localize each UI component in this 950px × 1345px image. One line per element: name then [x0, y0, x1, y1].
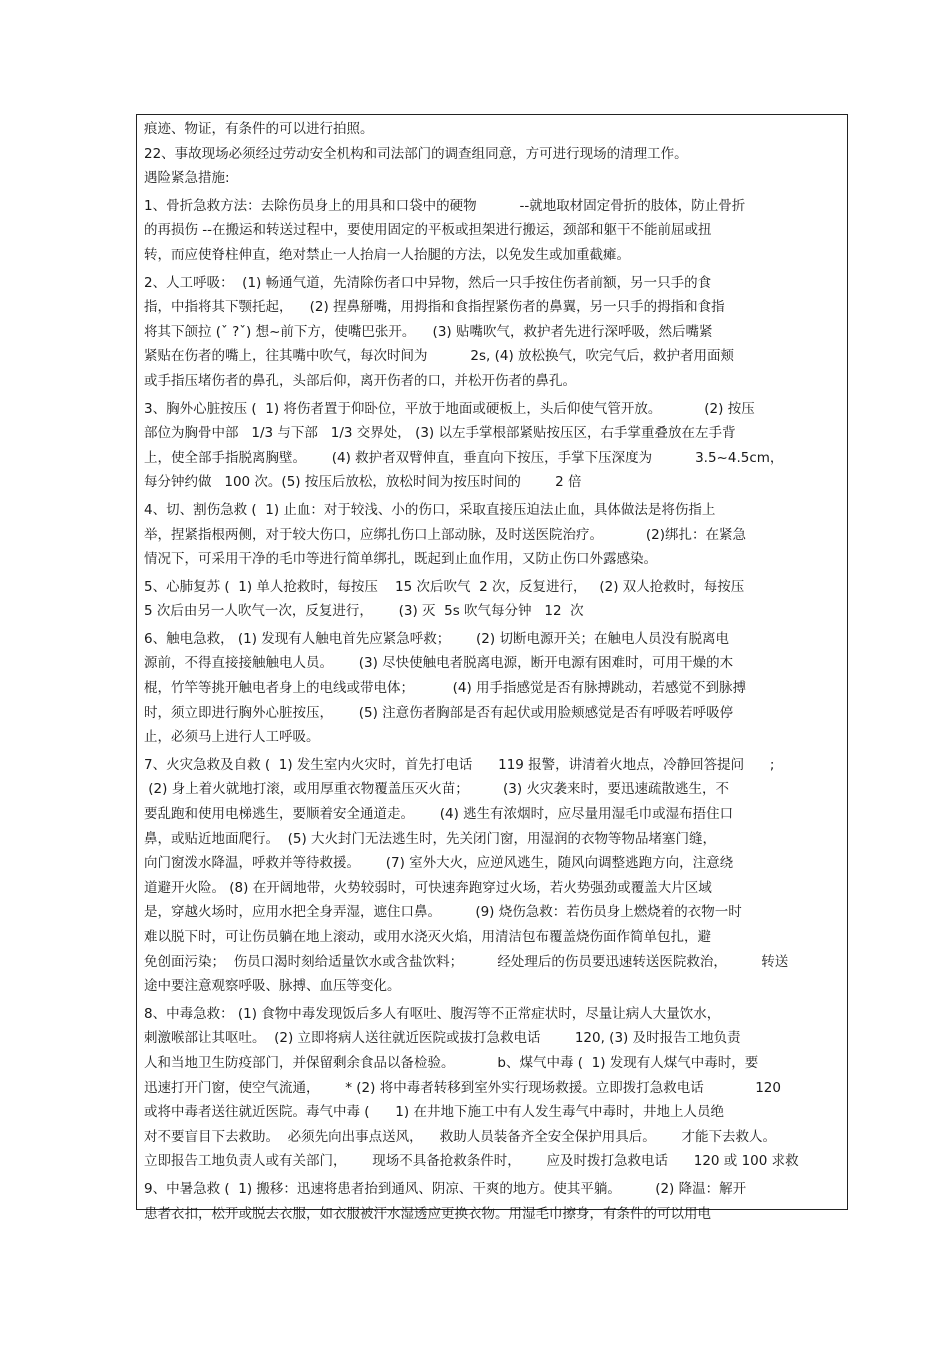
text-line: 要乱跑和使用电梯逃生，要顺着安全通道走。 (4) 逃生有浓烟时，应尽量用湿毛巾或湿布捂住口	[144, 806, 734, 823]
text-line: 迅速打开门窗，使空气流通， * (2) 将中毒者转移到室外实行现场救援。立即拨打急救电话 120	[144, 1079, 781, 1096]
text-line: 转，而应使脊柱伸直，绝对禁止一人抬肩一人抬腿的方法，以免发生或加重截瘫。	[144, 246, 630, 263]
document-body	[144, 117, 844, 1226]
text-line: 是，穿越火场时，应用水把全身弄湿，遮住口鼻。 (9) 烧伤急救：若伤员身上燃烧着的衣物一时	[144, 904, 742, 921]
text-line: 6、触电急救， (1) 发现有人触电首先应紧急呼救； (2) 切断电源开关；在触电人员没有脱离电	[144, 630, 729, 647]
text-line: 立即报告工地负责人或有关部门， 现场不具备抢救条件时， 应及时拨打急救电话 120 或 100 求救	[144, 1153, 799, 1170]
text-line: 部位为胸骨中部 1/3 与下部 1/3 交界处， (3) 以左手掌根部紧贴按压区，右手掌重叠放在左手背	[144, 425, 736, 442]
text-line: 或将中毒者送往就近医院。毒气中毒 ( 1) 在井地下施工中有人发生毒气中毒时，井地上人员绝	[144, 1104, 724, 1121]
text-line: 5、心肺复苏 ( 1) 单人抢救时，每按压 15 次后吹气 2 次，反复进行， (2) 双人抢救时，每按压	[144, 578, 745, 595]
text-line: 22、事故现场必须经过劳动安全机构和司法部门的调查组同意，方可进行现场的清理工作。	[144, 145, 688, 162]
text-line: 棍，竹竿等挑开触电者身上的电线或带电体； (4) 用手指感觉是否有脉搏跳动，若感觉不到脉搏	[144, 680, 747, 697]
text-line: 上，使全部手指脱离胸壁。 (4) 救护者双臂伸直，垂直向下按压，手掌下压深度为 3.5~4.5cm，	[144, 449, 784, 466]
text-line: 紧贴在伤者的嘴上，往其嘴中吹气，每次时间为 2s, (4) 放松换气，吹完气后，救护者用面颊	[144, 348, 735, 365]
text-line: 患者衣扣，松开或脱去衣服，如衣服被汗水湿透应更换衣物。用湿毛巾擦身，有条件的可以用电	[144, 1205, 711, 1222]
text-line: 举，捏紧指根两侧，对于较大伤口，应绑扎伤口上部动脉，及时送医院治疗。 (2)绑扎：在紧急	[144, 526, 747, 543]
text-line: 向门窗泼水降温，呼救并等待救援。 (7) 室外大火，应逆风逃生，随风向调整逃跑方向，注意绕	[144, 855, 734, 872]
text-line: 5 次后由另一人吹气一次，反复进行， (3) 灭 5s 吹气每分钟 12 次	[144, 603, 584, 620]
text-line: 止，必须马上进行人工呼吸。	[144, 729, 320, 746]
text-line: 源前，不得直接接触触电人员。 (3) 尽快使触电者脱离电源，断开电源有困难时，可用干燥的木	[144, 655, 734, 672]
text-line: 7、火灾急救及自救 ( 1) 发生室内火灾时，首先打电话 119 报警，讲清着火地点，冷静回答提问 ;	[144, 756, 775, 773]
text-line: 人和当地卫生防疫部门，并保留剩余食品以备检验。 b、煤气中毒 ( 1) 发现有人煤气中毒时，要	[144, 1054, 759, 1071]
text-line: 痕迹、物证，有条件的可以进行拍照。	[144, 121, 374, 137]
text-line: 1、骨折急救方法：去除伤员身上的用具和口袋中的硬物 --就地取材固定骨折的肢体，防止骨折	[144, 197, 746, 214]
text-line: 遇险紧急措施:	[144, 170, 230, 187]
text-line: (2) 身上着火就地打滚，或用厚重衣物覆盖压灭火苗； (3) 火灾袭来时，要迅速疏散逃生，不	[144, 781, 729, 798]
text-line: 4、切、割伤急救 ( 1) 止血：对于较浅、小的伤口，采取直接压迫法止血，具体做法是将伤指上	[144, 501, 716, 518]
text-line: 时，须立即进行胸外心脏按压， (5) 注意伤者胸部是否有起伏或用脸颊感觉是否有呼吸若呼吸停	[144, 704, 734, 721]
text-line: 情况下，可采用干净的毛巾等进行简单绑扎，既起到止血作用，又防止伤口外露感染。	[144, 551, 657, 568]
text-line: 或手指压堵伤者的鼻孔，头部后仰，离开伤者的口，并松开伤者的鼻孔。	[144, 372, 576, 389]
text-line: 途中要注意观察呼吸、脉搏、血压等变化。	[144, 978, 401, 995]
text-line: 8、中毒急救： (1) 食物中毒发现饭后多人有呕吐、腹泻等不正常症状时，尽量让病人大量饮水，	[144, 1005, 721, 1022]
text-line: 道避开火险。 (8) 在开阔地带，火势较弱时，可快速奔跑穿过火场，若火势强劲或覆盖大片区域	[144, 879, 712, 896]
text-line: 2、人工呼吸： (1) 畅通气道，先清除伤者口中异物，然后一只手按住伤者前额，另一只手的食	[144, 274, 712, 291]
text-line: 的再损伤 --在搬运和转送过程中，要使用固定的平板或担架进行搬运，颈部和躯干不能前屈或扭	[144, 222, 712, 239]
text-line: 刺激喉部让其呕吐。 (2) 立即将病人送往就近医院或拔打急救电话 120, (3) 及时报告工地负责	[144, 1030, 741, 1047]
text-line: 将其下颌拉 (ˇ ?ˇ) 想~前下方，使嘴巴张开。 (3) 贴嘴吹气，救护者先进行深呼吸，然后嘴紧	[144, 323, 713, 340]
text-line: 9、中暑急救 ( 1) 搬移：迅速将患者抬到通风、阴凉、干爽的地方。使其平躺。 (2) 降温：解开	[144, 1180, 747, 1197]
text-line: 每分钟约做 100 次。(5) 按压后放松，放松时间为按压时间的 2 倍	[144, 474, 582, 491]
text-line: 鼻，或贴近地面爬行。 (5) 大火封门无法逃生时，先关闭门窗，用湿润的衣物等物品堵塞门缝，	[144, 830, 716, 847]
text-line: 对不要盲目下去救助。 必须先向出事点送风， 救助人员装备齐全安全保护用具后。 才能下去救人。	[144, 1128, 776, 1145]
text-line: 3、胸外心脏按压 ( 1) 将伤者置于仰卧位，平放于地面或硬板上，头后仰使气管开放。 (2) 按压	[144, 400, 755, 417]
text-line: 指，中指将其下颚托起， (2) 捏鼻掰嘴，用拇指和食指捏紧伤者的鼻翼，另一只手的拇指和食指	[144, 299, 725, 316]
text-line: 难以脱下时，可让伤员躺在地上滚动，或用水浇灭火焰，用清洁包布覆盖烧伤面作简单包扎，避	[144, 929, 711, 945]
text-line: 免创面污染； 伤员口渴时刻给适量饮水或含盐饮料； 经处理后的伤员要迅速转送医院救治， 转送	[144, 953, 789, 970]
